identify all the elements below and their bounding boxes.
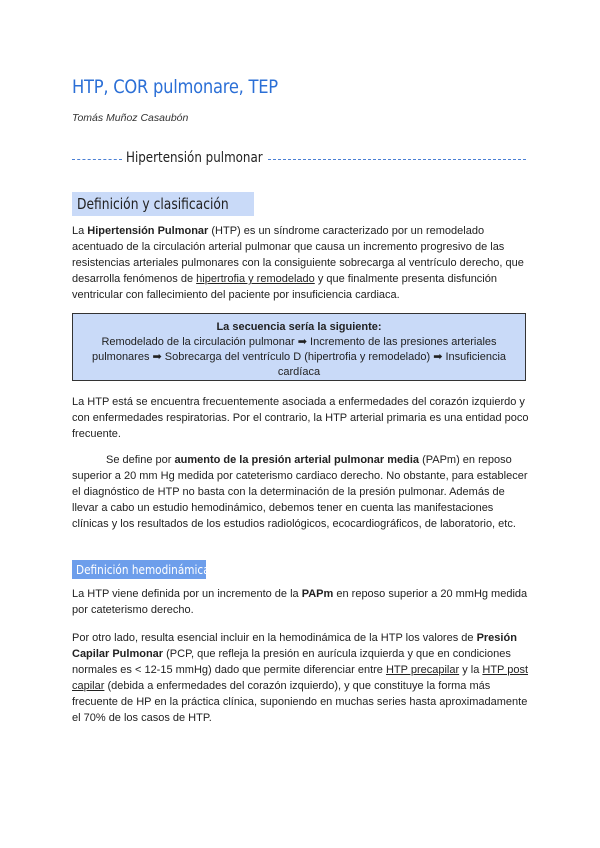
hemodynamic-paragraph-1 — [72, 586, 532, 618]
hemodynamic-heading-text: Definición hemodinámica — [76, 562, 210, 577]
underlined-term: HTP precapilar — [385, 664, 460, 676]
definition-heading-text: Definición y clasificación — [77, 195, 229, 213]
text-run: (HTP) es un síndrome caracterizado por un remodelado acentuado de la circulación arterial pulmonar que causa un incremento progresivo de las resistencias arteriales pulmonares con la consiguiente sobrecarga al ventrículo derecho, que desarrolla fenómenos de — [72, 225, 524, 285]
sequence-box — [72, 313, 526, 381]
text-run: (PCP, que refleja la presión en aurícula izquierda y que en condiciones normales es < 12-15 mmHg) dado que permite diferenciar entre — [72, 648, 511, 676]
sequence-box-body: Remodelado de la circulación pulmonar ➡ Incremento de las presiones arteriales pulmonares ➡ Sobrecarga del ventrículo D (hipertrofia y remodelado) ➡ Insuficiencia cardíaca — [91, 336, 507, 378]
text-run: La — [72, 225, 88, 237]
document-title: HTP, COR pulmonare, TEP — [72, 76, 278, 98]
section-title: Hipertensión pulmonar — [126, 150, 263, 166]
text-run: La HTP viene definida por un incremento de la — [72, 588, 302, 600]
definition-heading — [72, 192, 254, 216]
bold-term: Presión Capilar Pulmonar — [72, 632, 517, 660]
bold-term: Hipertensión Pulmonar — [87, 225, 209, 237]
text-run: Por otro lado, resulta esencial incluir en la hemodinámica de la HTP los valores de — [72, 632, 477, 644]
bold-term: aumento de la presión arterial pulmonar media — [174, 454, 420, 466]
text-run: y que finalmente presenta disfunción ventricular con fallecimiento del paciente por insuficiencia cardiaca. — [72, 273, 497, 301]
text-run: en reposo superior a 20 mmHg medida por cateterismo derecho. — [72, 588, 528, 616]
hemodynamic-heading — [72, 560, 210, 579]
association-paragraph: La HTP está se encuentra frecuentemente asociada a enfermedades del corazón izquierdo y con enfermedades respiratorias. Por el contrario, la HTP arterial primaria es una entidad poco frecuente. — [72, 396, 529, 440]
text-run: y la — [459, 664, 483, 676]
underlined-term: HTP post capilar — [72, 664, 529, 692]
definition-paragraph — [72, 223, 532, 303]
text-run: Se define por — [106, 454, 175, 466]
underlined-term: hipertrofia y remodelado — [196, 273, 315, 285]
criteria-paragraph — [72, 452, 532, 532]
section-heading — [72, 150, 526, 168]
author-name: Tomás Muñoz Casaubón — [72, 112, 189, 124]
hemodynamic-paragraph-2 — [72, 630, 532, 726]
section-divider-right — [268, 159, 526, 160]
text-run: (PAPm) en reposo superior a 20 mm Hg medida por cateterismo cardiaco derecho. No obstante, para establecer el diagnóstico de HTP no basta con la determinación de la presión pulmonar. Además de llevar a cabo un estudio hemodinámico, debemos tener en cuenta las manifestaciones clínicas y los resultados de los estudios radiológicos, ecocardiográficos, de laboratorio, etc. — [72, 454, 528, 530]
bold-term: PAPm — [301, 588, 334, 600]
sequence-box-title: La secuencia sería la siguiente: — [216, 321, 382, 333]
section-divider-left — [72, 159, 122, 160]
text-run: (debida a enfermedades del corazón izquierdo), y que constituye la forma más frecuente de HP en la práctica clínica, suponiendo en muchas series hasta aproximadamente el 70% de los casos de HTP. — [72, 680, 528, 724]
